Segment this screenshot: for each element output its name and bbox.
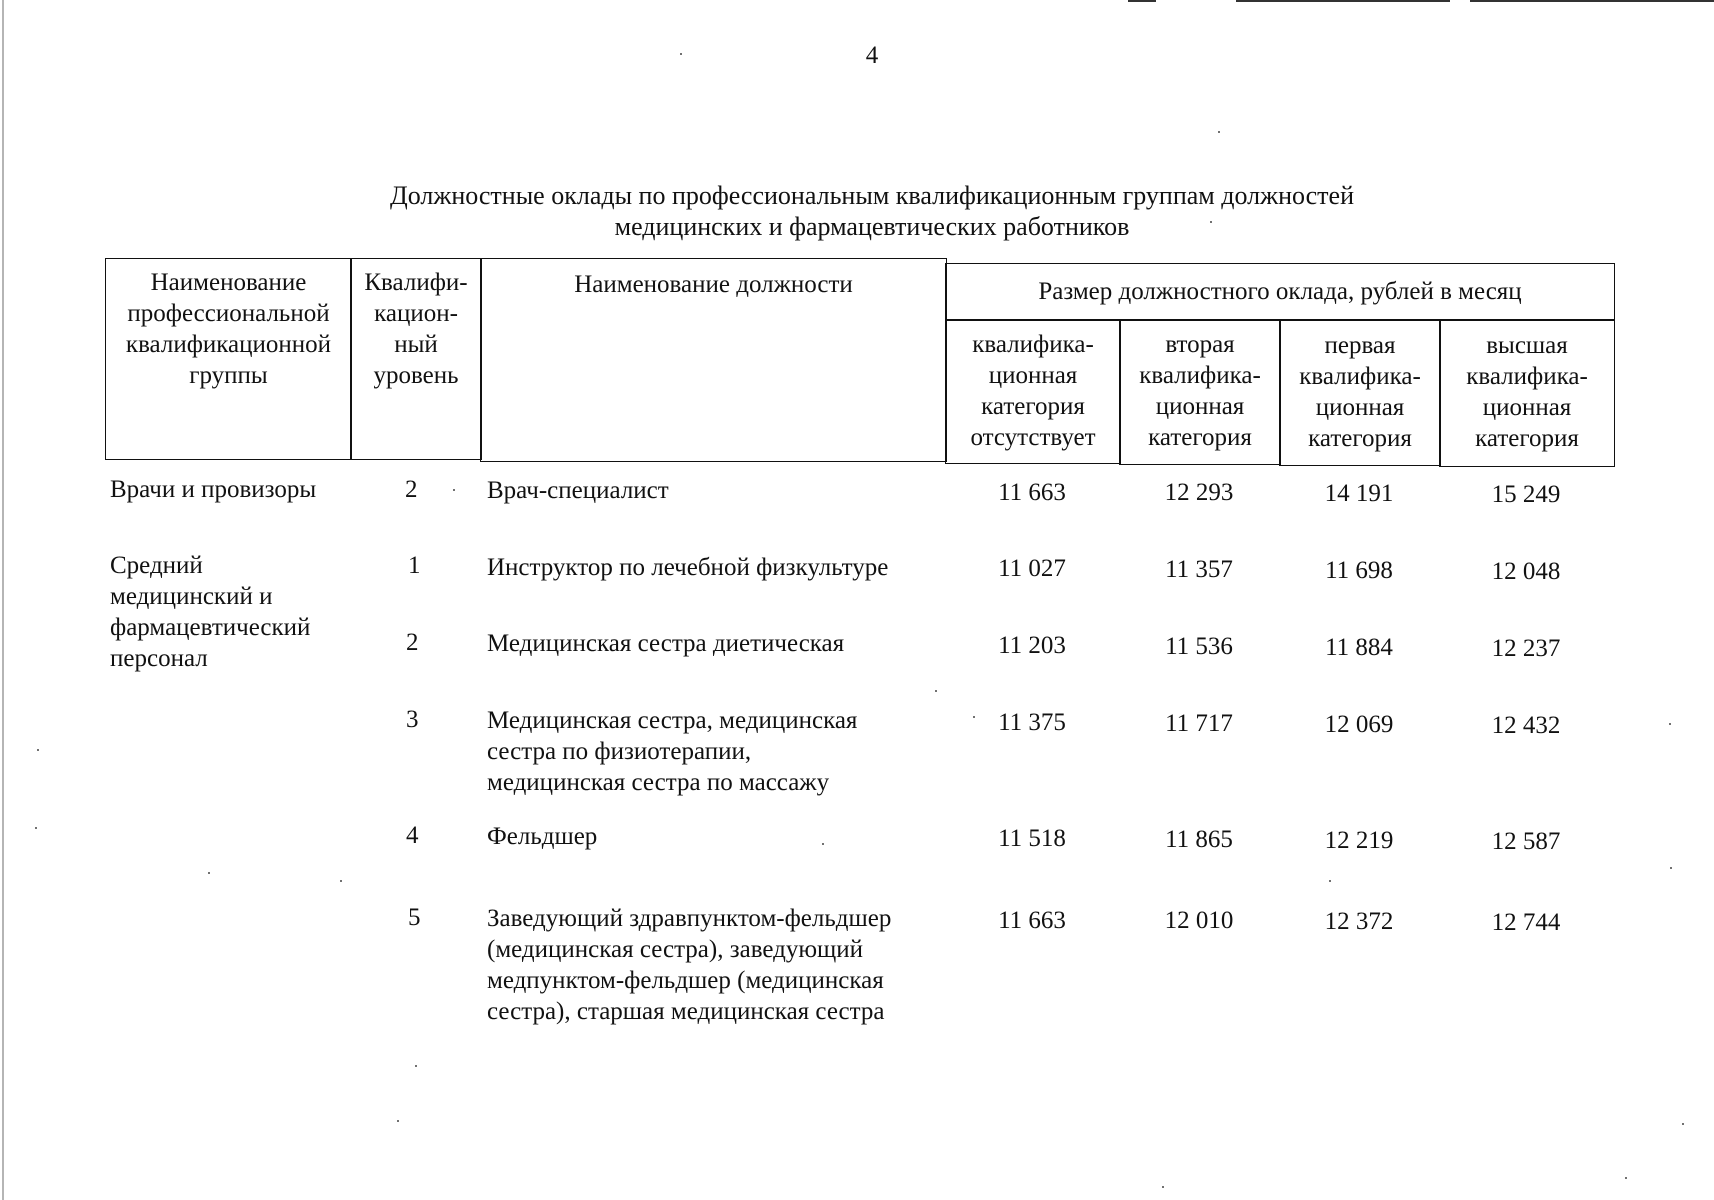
row-value: 11 027 — [998, 555, 1066, 582]
scan-speck — [1218, 131, 1220, 133]
title-line: Должностные оклады по профессиональным квалификационным группам должностей — [390, 181, 1354, 210]
row-level: 1 — [408, 552, 421, 579]
row-value: 15 249 — [1491, 481, 1561, 508]
row-value: 11 203 — [998, 632, 1066, 659]
header-position-label: Наименование должности — [574, 271, 853, 298]
row-value: 14 191 — [1324, 480, 1394, 507]
row-value: 12 048 — [1491, 558, 1561, 585]
scan-speck — [973, 716, 975, 718]
row-level: 4 — [406, 822, 419, 849]
row-value: 12 293 — [1164, 479, 1234, 506]
scan-top-rule — [1236, 0, 1450, 2]
row-value: 11 884 — [1325, 634, 1393, 661]
header-category-none: квалифика- ционная категория отсутствует — [945, 319, 1121, 464]
row-value: 11 357 — [1165, 556, 1233, 583]
row-level: 3 — [406, 706, 419, 733]
scan-speck — [1670, 867, 1672, 869]
row-value: 12 237 — [1491, 635, 1561, 662]
row-level: 5 — [408, 904, 421, 931]
row-value: 12 432 — [1491, 712, 1561, 739]
scan-speck — [453, 489, 455, 491]
header-group-label: Наименование профессиональной квалификационной группы — [125, 269, 332, 389]
scan-speck — [1625, 1177, 1627, 1179]
header-category-highest: высшая квалифика- ционная категория — [1439, 319, 1615, 467]
scan-top-rule — [1470, 0, 1714, 2]
row-value: 11 375 — [998, 709, 1066, 736]
scan-top-rule — [1128, 0, 1156, 2]
scan-speck — [680, 53, 682, 55]
header-level-label: Квалифи- кацион- ный уровень — [364, 269, 468, 389]
header-category-second: вторая квалифика- ционная категория — [1119, 319, 1281, 465]
scan-speck — [397, 1120, 399, 1122]
header-position-cell — [480, 258, 947, 462]
document-title — [0, 180, 1714, 242]
page-number: 4 — [865, 42, 879, 69]
scan-speck — [935, 690, 937, 692]
header-level-cell — [350, 258, 482, 460]
row-value: 12 372 — [1324, 908, 1394, 935]
row-value: 12 069 — [1324, 711, 1394, 738]
group-name: Средний медицинский и фармацевтический персонал — [110, 552, 311, 672]
row-level: 2 — [405, 476, 418, 503]
row-value: 11 865 — [1165, 826, 1233, 853]
row-position: Медицинская сестра, медицинская сестра по физиотерапии, медицинская сестра по массажу — [487, 707, 858, 796]
scan-speck — [208, 872, 210, 874]
row-value: 12 010 — [1164, 907, 1234, 934]
title-line: медицинских и фармацевтических работников — [614, 212, 1130, 241]
scan-speck — [415, 1065, 417, 1067]
row-position: Фельдшер — [487, 823, 598, 850]
row-value: 11 663 — [998, 907, 1066, 934]
row-position: Заведующий здравпунктом-фельдшер (медицинская сестра), заведующий медпунктом-фельдшер (медицинская сестра), старшая медицинская сестра — [487, 905, 892, 1025]
scan-speck — [822, 843, 824, 845]
row-value: 11 717 — [1165, 710, 1233, 737]
header-group-cell — [105, 258, 352, 460]
row-value: 12 587 — [1491, 828, 1561, 855]
group-name: Врачи и провизоры — [110, 476, 317, 503]
row-position: Медицинская сестра диетическая — [487, 630, 845, 657]
scan-speck — [1682, 1123, 1684, 1125]
header-category-first: первая квалифика- ционная категория — [1279, 319, 1441, 466]
row-value: 12 219 — [1324, 827, 1394, 854]
header-salary-cell — [945, 263, 1615, 321]
header-salary-label: Размер должностного оклада, рублей в месяц — [1038, 278, 1522, 305]
row-position: Врач-специалист — [487, 477, 669, 504]
scan-speck — [340, 880, 342, 882]
scan-speck — [1210, 221, 1212, 223]
row-value: 11 698 — [1325, 557, 1393, 584]
row-value: 11 518 — [998, 825, 1066, 852]
row-value: 12 744 — [1491, 909, 1561, 936]
row-level: 2 — [406, 629, 419, 656]
scan-speck — [35, 827, 37, 829]
row-value: 11 663 — [998, 479, 1066, 506]
row-value: 11 536 — [1165, 633, 1233, 660]
scan-speck — [1669, 723, 1671, 725]
row-position: Инструктор по лечебной физкультуре — [487, 554, 889, 581]
scan-speck — [1329, 880, 1331, 882]
scan-speck — [1162, 1186, 1164, 1188]
scan-speck — [37, 749, 39, 751]
